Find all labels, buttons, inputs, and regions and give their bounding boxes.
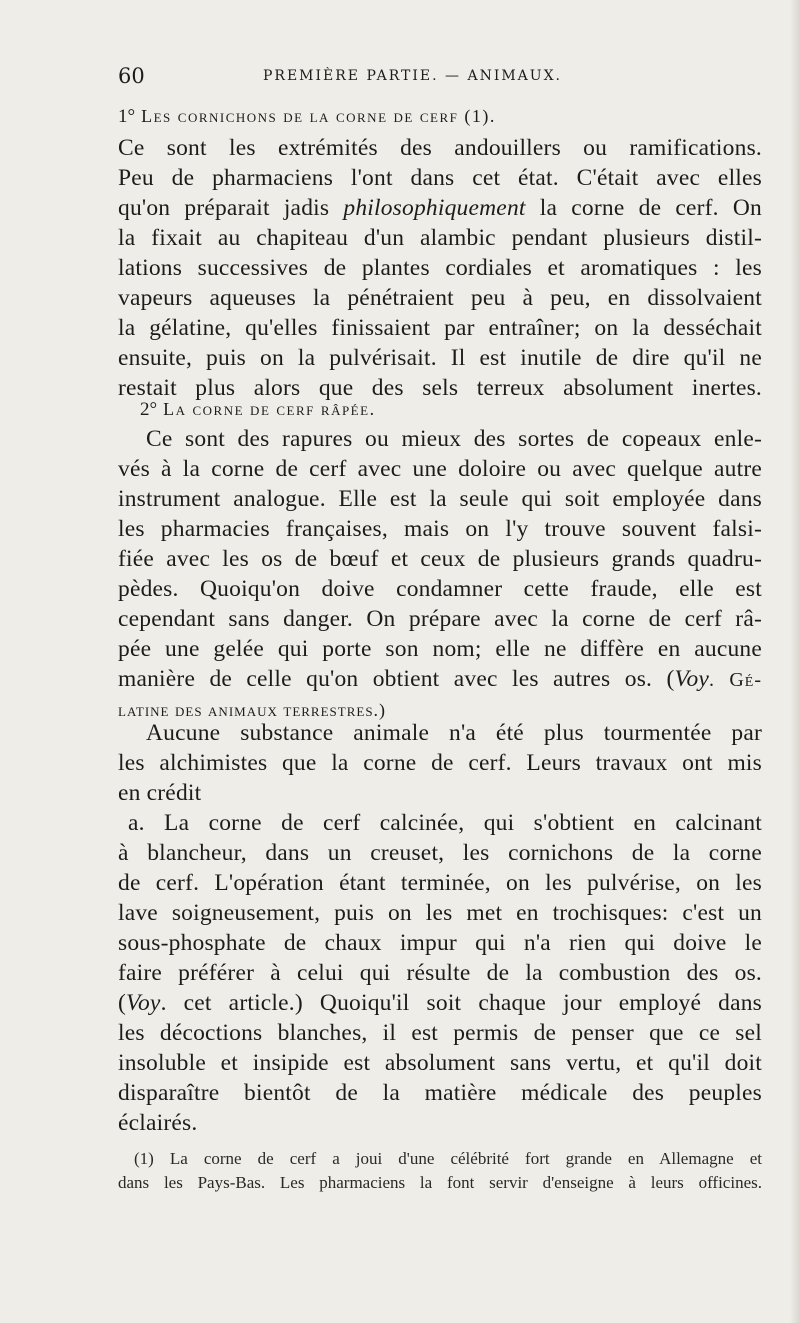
section-1-body xyxy=(118,133,762,403)
footnote xyxy=(118,1147,762,1195)
page-number: 60 xyxy=(118,64,145,88)
text-line: vapeurs aqueuses la pénétraient peu à peu, en dissolvaient xyxy=(118,285,762,311)
text-line: cependant sans danger. On prépare avec la corne de cerf râ- xyxy=(118,606,762,632)
text-line: ensuite, puis on la pulvérisait. Il est inutile de dire qu'il ne xyxy=(118,345,762,371)
text-line: Peu de pharmaciens l'ont dans cet état. C'était avec elles xyxy=(118,165,762,191)
running-head: PREMIÈRE PARTIE. — ANIMAUX. xyxy=(263,68,563,84)
text-line: vés à la corne de cerf avec une doloire ou avec quelque autre xyxy=(118,456,762,482)
text-line: insoluble et insipide est absolument sans vertu, et qu'il doit xyxy=(118,1050,762,1076)
text-line: la fixait au chapiteau d'un alambic pendant plusieurs distil- xyxy=(118,225,762,251)
footnote-line: (1) La corne de cerf a joui d'une célébrité fort grande en Allemagne et xyxy=(134,1149,762,1168)
text-line: les décoctions blanches, il est permis de penser que ce sel xyxy=(118,1020,762,1046)
text-line: lave soigneusement, puis on les met en trochisques: c'est un xyxy=(118,900,762,926)
text-line: fiée avec les os de bœuf et ceux de plusieurs grands quadru- xyxy=(118,546,762,572)
text-line: faire préférer à celui qui résulte de la combustion des os. xyxy=(118,960,762,986)
text-line: de cerf. L'opération étant terminée, on les pulvérise, on les xyxy=(118,870,762,896)
text-line: pée une gelée qui porte son nom; elle ne diffère en aucune xyxy=(118,636,762,662)
section-2 xyxy=(118,396,762,423)
text-line: à blancheur, dans un creuset, les cornichons de la corne xyxy=(118,840,762,866)
paragraph-4 xyxy=(118,808,762,1138)
text-line: la gélatine, qu'elles finissaient par entraîner; on la desséchait xyxy=(118,315,762,341)
section-2-body xyxy=(118,424,762,725)
text-line: Ce sont les extrémités des andouillers ou ramifications. xyxy=(118,135,762,161)
section-heading: 1° Les cornichons de la corne de cerf (1). xyxy=(118,106,496,127)
text-line: latine des animaux terrestres.) xyxy=(118,700,387,720)
text-line: Ce sont des rapures ou mieux des sortes de copeaux enle- xyxy=(146,426,762,452)
text-line: Aucune substance animale n'a été plus tourmentée par xyxy=(146,720,762,746)
text-line: éclairés. xyxy=(118,1110,198,1136)
paragraph-3 xyxy=(118,718,762,808)
text-line: pèdes. Quoiqu'on doive condamner cette fraude, elle est xyxy=(118,576,762,602)
text-line: restait plus alors que des sels terreux absolument inertes. xyxy=(118,375,762,401)
text-line: sous-phosphate de chaux impur qui n'a rien qui doive le xyxy=(118,930,762,956)
page-edge-shadow xyxy=(790,0,800,1323)
text-line: les pharmacies françaises, mais on l'y trouve souvent falsi- xyxy=(118,516,762,542)
text-line: instrument analogue. Elle est la seule qui soit employée dans xyxy=(118,486,762,512)
footnote-line: dans les Pays-Bas. Les pharmaciens la font servir d'enseigne à leurs officines. xyxy=(118,1173,762,1192)
text-line: (Voy. cet article.) Quoiqu'il soit chaque jour employé dans xyxy=(118,990,762,1016)
section-1 xyxy=(118,103,762,130)
text-line: disparaître bientôt de la matière médicale des peuples xyxy=(118,1080,762,1106)
text-line: manière de celle qu'on obtient avec les autres os. (Voy. Gé- xyxy=(118,666,762,692)
page-header xyxy=(118,64,758,90)
emphasis-text: philosophiquement xyxy=(343,195,526,221)
text-line: qu'on préparait jadis philosophiquement la corne de cerf. On xyxy=(118,195,762,221)
section-heading: 2° La corne de cerf râpée. xyxy=(140,399,376,420)
text-line: lations successives de plantes cordiales et aromatiques : les xyxy=(118,255,762,281)
emphasis-text: Voy xyxy=(126,990,161,1016)
text-line: a. La corne de cerf calcinée, qui s'obtient en calcinant xyxy=(128,810,762,836)
emphasis-text: Voy xyxy=(674,666,710,692)
text-line: les alchimistes que la corne de cerf. Leurs travaux ont mis xyxy=(118,750,762,776)
text-line: en crédit xyxy=(118,780,202,806)
